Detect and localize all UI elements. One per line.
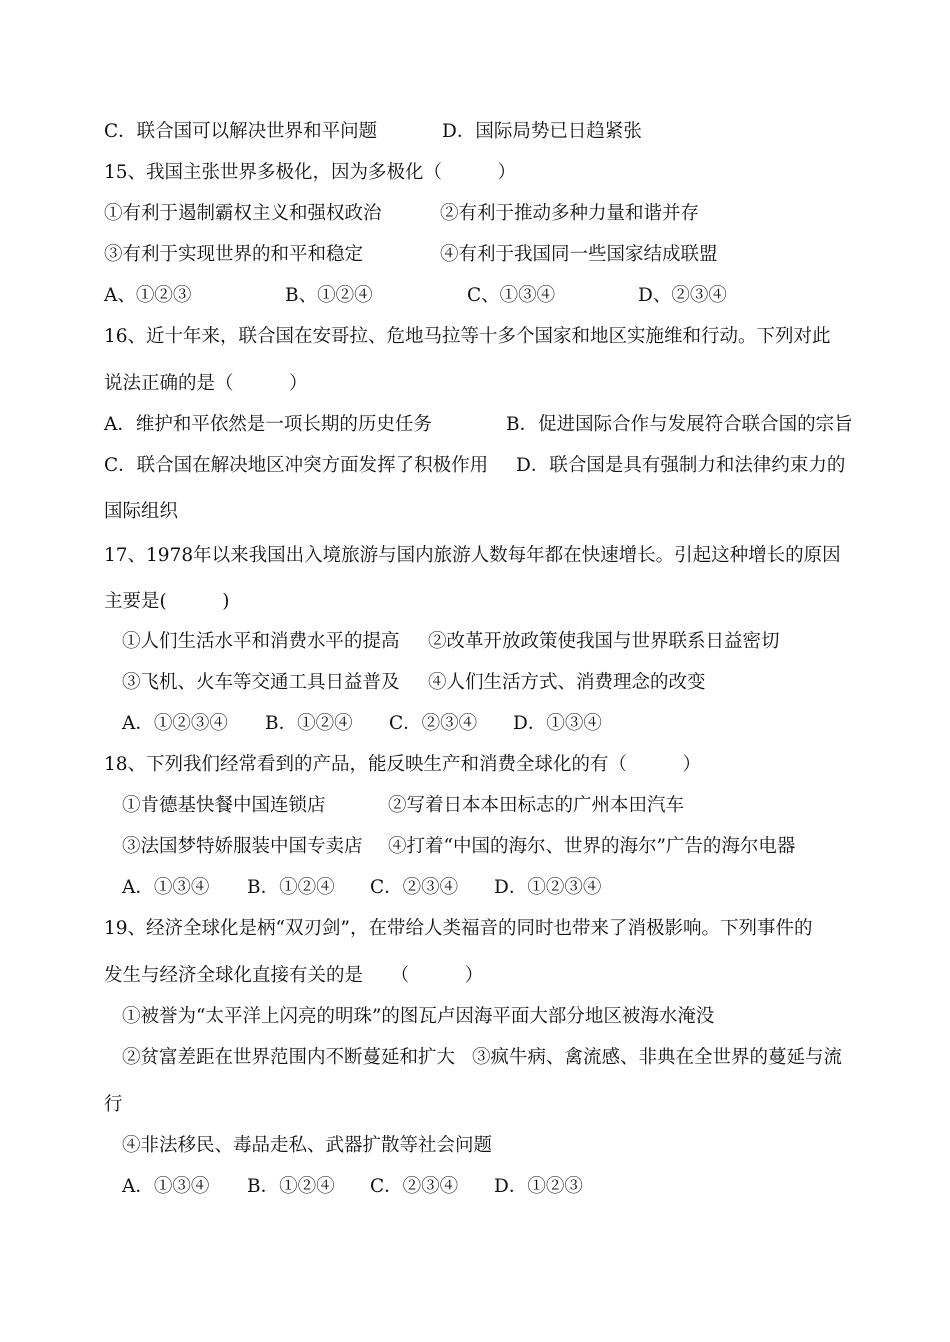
q19-statement-3: ③疯牛病、禽流感、非典在全世界的蔓延与流 [472, 1047, 843, 1068]
q15-option-d: D、②③④ [638, 285, 727, 306]
q14-option-c: C．联合国可以解决世界和平问题 [104, 121, 378, 142]
q19-statement-1: ①被誉为“太平洋上闪亮的明珠”的图瓦卢因海平面大部分地区被海水淹没 [122, 1006, 715, 1027]
q15-statement-1: ①有利于遏制霸权主义和强权政治 [104, 203, 382, 224]
q19-option-c: C．②③④ [370, 1176, 459, 1197]
q17-stem-text-2: 主要是( ) [104, 591, 230, 612]
q16-option-a: A．维护和平依然是一项长期的历史任务 [104, 414, 432, 435]
q17-option-a: A．①②③④ [122, 713, 228, 734]
q19-option-a: A．①③④ [122, 1176, 210, 1197]
q16-option-d: D．联合国是具有强制力和法律约束力的 [516, 455, 846, 476]
q16-option-d-continued: 国际组织 [104, 501, 179, 522]
q17-option-d: D．①③④ [513, 713, 602, 734]
q18-statement-4: ④打着“中国的海尔、世界的海尔”广告的海尔电器 [388, 836, 796, 857]
q18-option-a: A．①③④ [122, 877, 210, 898]
q17-stem-text-1: 17、1978年以来我国出入境旅游与国内旅游人数每年都在快速增长。引起这种增长的原因 [104, 545, 841, 566]
q16-stem-text-2: 说法正确的是（ ） [104, 373, 308, 394]
q18-option-b: B．①②④ [247, 877, 335, 898]
q17-statement-1: ①人们生活水平和消费水平的提高 [122, 631, 400, 652]
q17-option-b: B．①②④ [265, 713, 353, 734]
q17-statement-3: ③飞机、火车等交通工具日益普及 [122, 672, 400, 693]
q15-statement-2: ②有利于推动多种力量和谐并存 [440, 203, 700, 224]
q14-option-d: D．国际局势已日趋紧张 [442, 121, 642, 142]
q17-option-c: C．②③④ [389, 713, 478, 734]
q18-stem-text: 18、下列我们经常看到的产品，能反映生产和消费全球化的有（ ） [104, 754, 702, 775]
q18-statement-2: ②写着日本本田标志的广州本田汽车 [388, 795, 685, 816]
q18-option-c: C．②③④ [370, 877, 459, 898]
q16-option-b: B．促进国际合作与发展符合联合国的宗旨 [506, 414, 853, 435]
q15-statement-4: ④有利于我国同一些国家结成联盟 [440, 244, 718, 265]
q19-stem-text-2: 发生与经济全球化直接有关的是 （ ） [104, 965, 484, 986]
q19-option-d: D．①②③ [494, 1176, 583, 1197]
q15-stem-text: 15、我国主张世界多极化，因为多极化（ ） [104, 162, 517, 183]
q18-option-d: D．①②③④ [494, 877, 602, 898]
q17-statement-2: ②改革开放政策使我国与世界联系日益密切 [428, 631, 780, 652]
q15-option-c: C、①③④ [467, 285, 556, 306]
q18-statement-1: ①肯德基快餐中国连锁店 [122, 795, 326, 816]
q19-stem-text-1: 19、经济全球化是柄“双刃剑”，在带给人类福音的同时也带来了消极影响。下列事件的 [104, 918, 813, 939]
q15-statement-3: ③有利于实现世界的和平和稳定 [104, 244, 364, 265]
q15-option-a: A、①②③ [104, 285, 192, 306]
q19-option-b: B．①②④ [247, 1176, 335, 1197]
q19-statement-4: ④非法移民、毒品走私、武器扩散等社会问题 [122, 1135, 493, 1156]
q16-stem-text-1: 16、近十年来，联合国在安哥拉、危地马拉等十多个国家和地区实施维和行动。下列对此 [104, 326, 831, 347]
q15-option-b: B、①②④ [285, 285, 373, 306]
q17-statement-4: ④人们生活方式、消费理念的改变 [428, 672, 706, 693]
q19-statement-2: ②贫富差距在世界范围内不断蔓延和扩大 [122, 1047, 456, 1068]
q19-statement-3-continued: 行 [104, 1094, 123, 1115]
q16-option-c: C．联合国在解决地区冲突方面发挥了积极作用 [104, 455, 489, 476]
q18-statement-3: ③法国梦特娇服装中国专卖店 [122, 836, 363, 857]
